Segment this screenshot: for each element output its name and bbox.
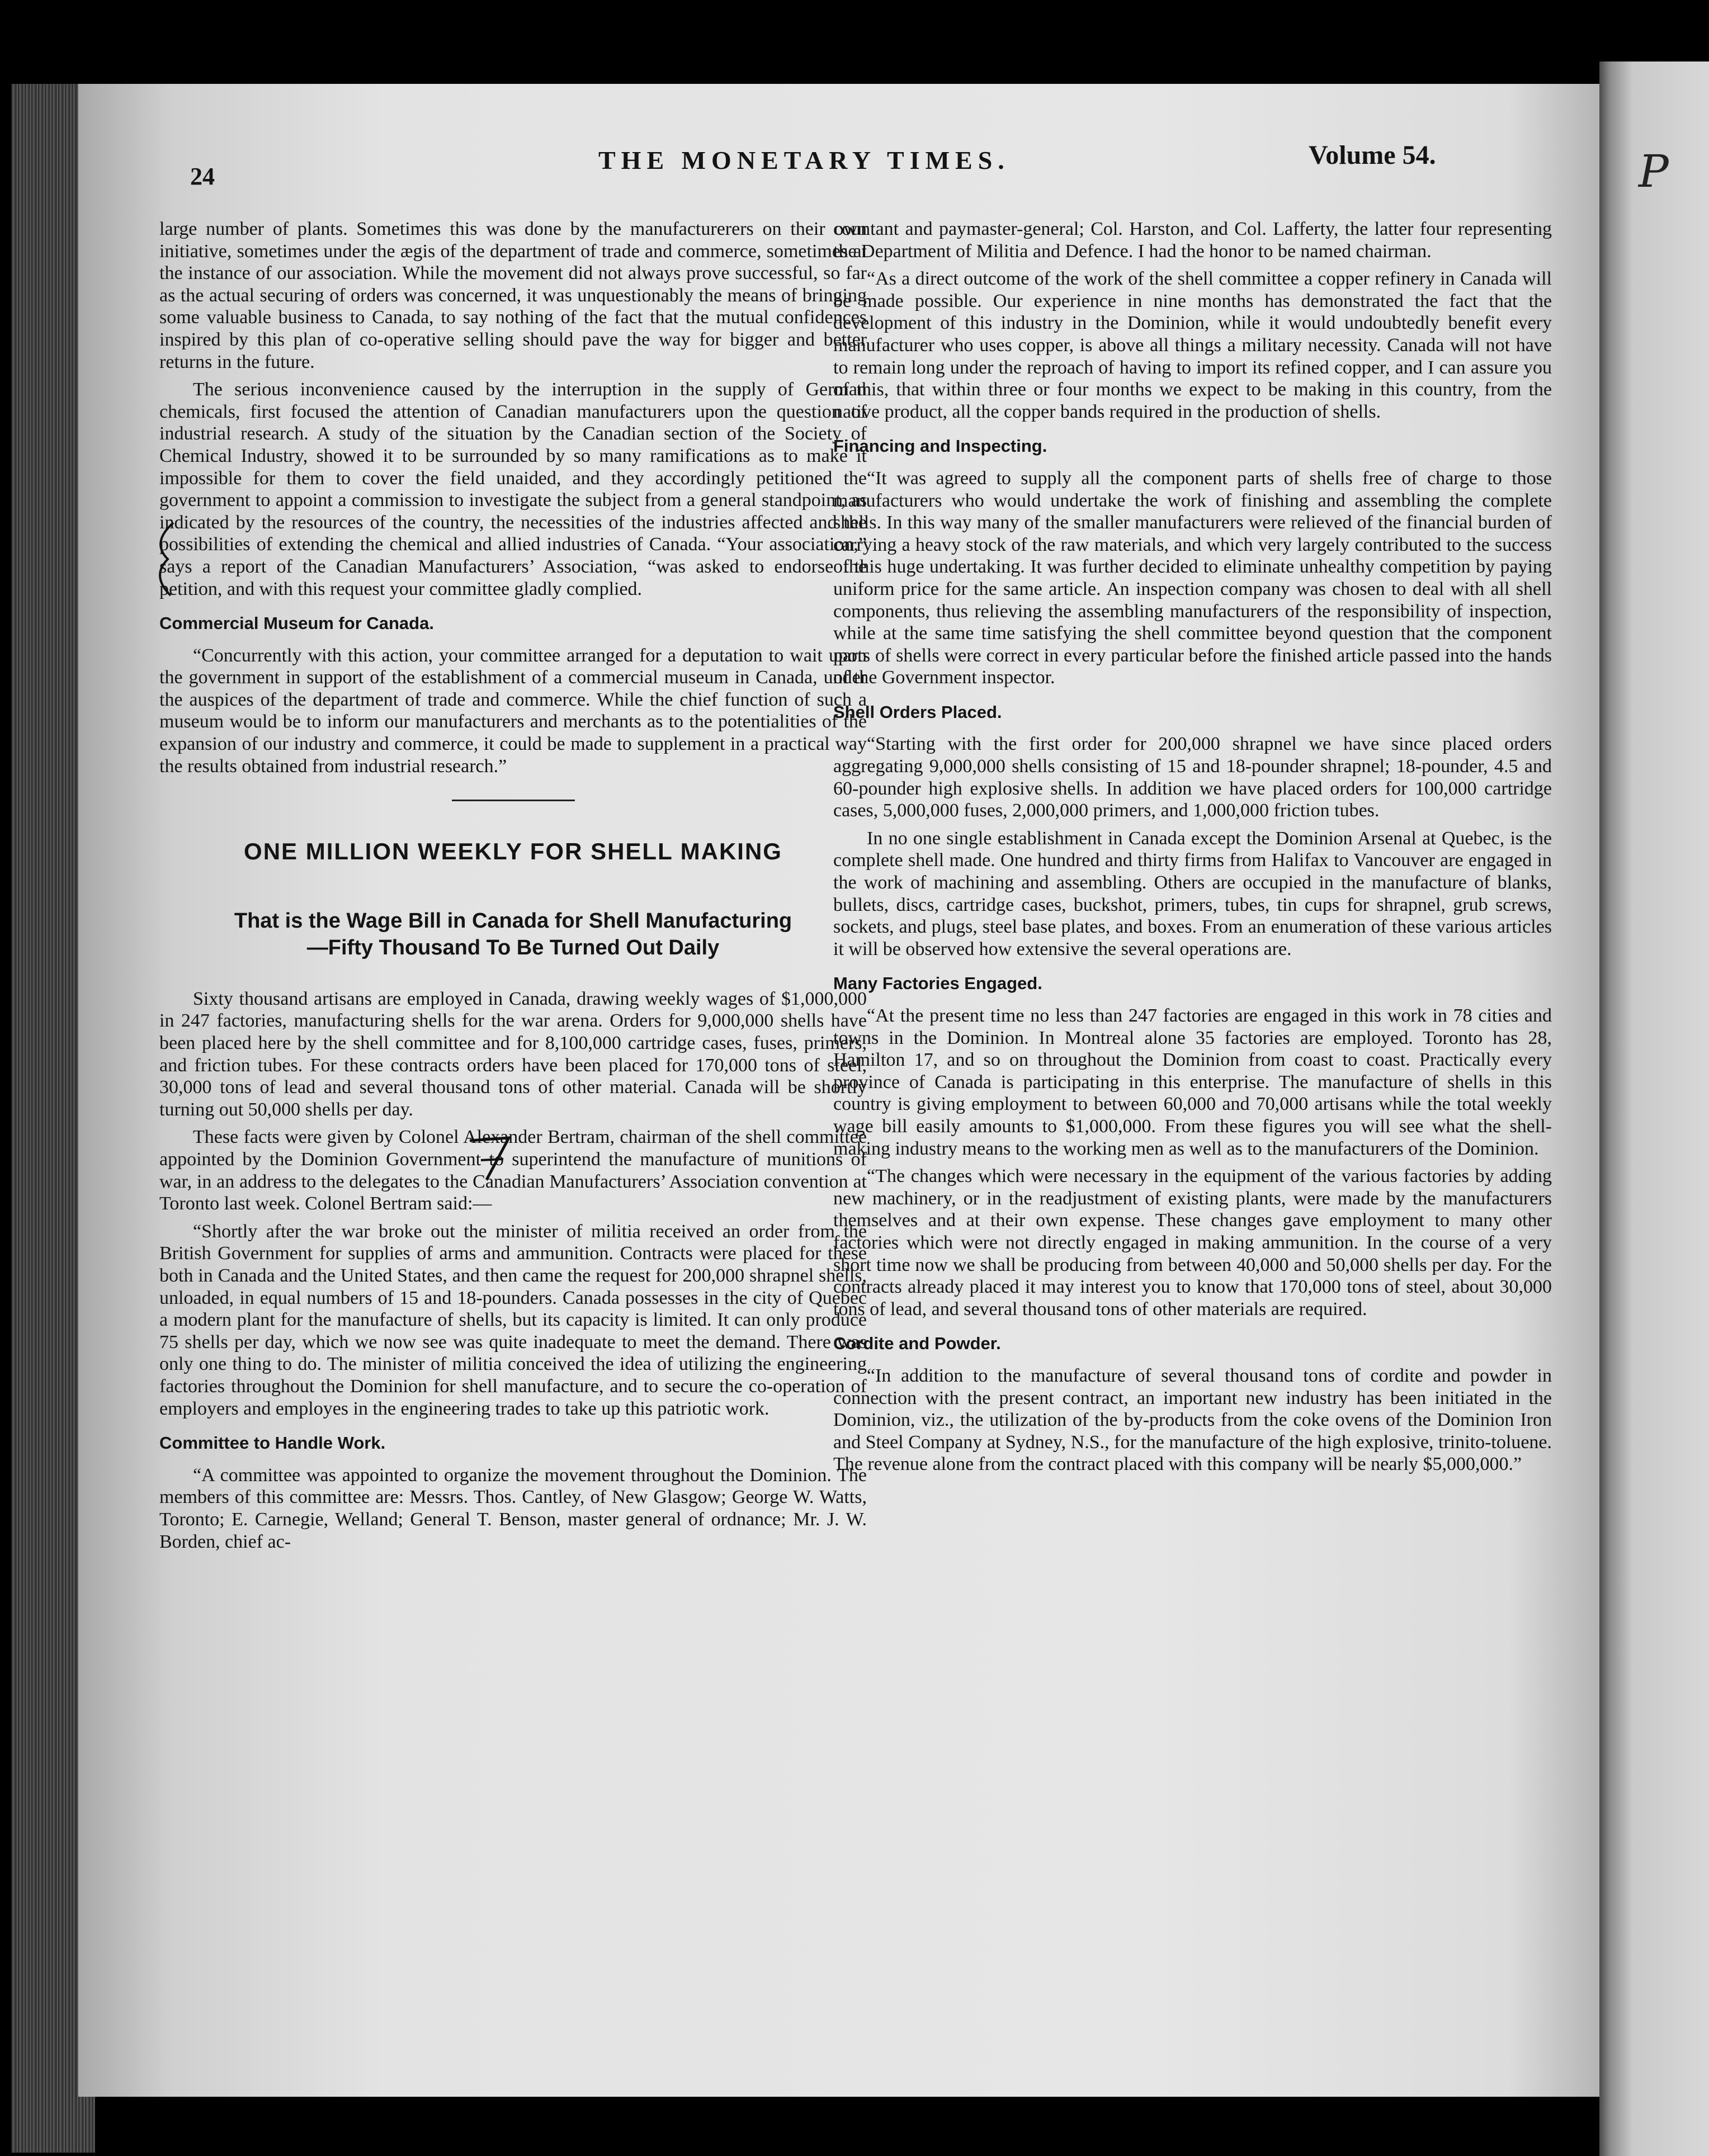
paragraph: “The changes which were necessary in the equipment of the various factories by adding new machinery, or in the readjustment of existing plants, were made by the manufacturers themselves and at their own expense. These changes gave employment to many other factories which were not directly engaged in making ammunition. In the course of a very short time now we shall be producing from between 40,000 and 50,000 shells per day. For the contracts already placed it may interest you to know that 170,000 tons of steel, about 30,000 tons of lead, and several thousand tons of other materials are required. [833,1166,1552,1320]
section-heading: Financing and Inspecting. [833,436,1047,456]
section-heading: Shell Orders Placed. [833,702,1002,722]
volume-label: Volume 54. [1309,140,1436,170]
right-column [833,218,1552,1481]
newspaper-page [78,84,1599,2097]
section-heading: Commercial Museum for Canada. [159,613,434,633]
section-heading: Many Factories Engaged. [833,973,1042,994]
paragraph: “In addition to the manufacture of several thousand tons of cordite and powder in connection with the present contract, an important new industry has been initiated in the Dominion, viz., the utilization of the by-products from the coke ovens of the Dominion Iron and Steel Company at Sydney, N.S., for the manufacture of the high explosive, trinito-toluene. The revenue alone from the contract placed with this company will be nearly $5,000,000.” [833,1365,1552,1475]
paragraph: “Starting with the first order for 200,000 shrapnel we have since placed orders aggregating 9,000,000 shells consisting of 15 and 18-pounder shrapnel; 18-pounder, 4.5 and 60-pounder high explosive shells. In addition we have placed orders for 100,000 cartridge cases, 5,000,000 fuses, 2,000,000 primers, and 1,000,000 friction tubes. [833,734,1552,821]
section-divider [452,800,575,801]
handwritten-bracket-mark [145,520,179,598]
subtitle-line-1: That is the Wage Bill in Canada for Shell Manufacturing [234,909,792,933]
margin-pen-mark: P [1639,145,1669,197]
paragraph: “At the present time no less than 247 factories are engaged in this work in 78 cities and towns in the Dominion. In Montreal alone 35 factories are employed. Toronto has 28, Hamilton 17, and so on throughout the Dominion from coast to coast. Practically every province of Canada is participating in this enterprise. The manufacture of shells in this country is giving employment to between 60,000 and 70,000 artisans while the total weekly wage bill easily amounts to $1,000,000. From these figures you will see what the shell-making industry means to the working men as well as to the manufacturers of the Dominion. [833,1005,1552,1159]
page-number: 24 [190,163,215,190]
paragraph: In no one single establishment in Canada except the Dominion Arsenal at Quebec, is the complete shell made. One hundred and thirty firms from Halifax to Vancouver are engaged in the work of machining and assembling. Others are occupied in the manufacture of blanks, bullets, discs, cartridge cases, buckshot, primers, tubes, tin cups for shrapnel, grub screws, sockets, and plugs, steel base plates, and boxes. From an enumeration of these various articles it will be observed how extensive the several operations are. [833,828,1552,959]
subtitle-line-2: —Fifty Thousand To Be Turned Out Daily [306,935,720,959]
left-column [159,218,867,1558]
paragraph: “It was agreed to supply all the component parts of shells free of charge to those manufacturers who would undertake the work of finishing and assembling the complete shells. In this way many of the smaller manufacturers were relieved of the financial burden of carrying a heavy stock of the raw materials, and which very largely contributed to the success of this huge undertaking. It was further decided to eliminate unhealthy competition by paying uniform price for the same article. An inspection company was chosen to deal with all shell components, thus relieving the assembling manufacturers of the responsibility of inspection, while at the same time satisfying the shell committee beyond question that the component parts of shells were correct in every particular before the finished article passed into the hands of the Government inspector. [833,467,1552,688]
article-subtitle [159,907,867,961]
paragraph: Sixty thousand artisans are employed in Canada, drawing weekly wages of $1,000,000 in 247 factories, manufacturing shells for the war arena. Orders for 9,000,000 shells have been placed here by the shell committee and for 8,100,000 cartridge cases, fuses, primers, and friction tubes. For these contracts orders have been placed for 170,000 tons of steel, 30,000 tons of lead and several thousand tons of other material. Canada will be shortly turning out 50,000 shells per day. [159,988,867,1120]
paragraph: large number of plants. Sometimes this was done by the manufacturerers on their own initiative, sometimes under the ægis of the department of trade and commerce, sometimes at the instance of our association. While the movement did not always prove successful, so far as the actual securing of orders was concerned, it was unquestionably the means of bringing some valuable business to Canada, to say nothing of the fact that the mutual confidences inspired by this plan of co-operative selling should pave the way for bigger and better returns in the future. [159,219,867,372]
paragraph: These facts were given by Colonel Alexander Bertram, chairman of the shell committee appointed by the Dominion Government to superintend the manufacture of munitions of war, in an address to the delegates to the Canadian Manufacturers’ Association convention at Toronto last week. Colonel Bertram said:— [159,1127,867,1214]
running-head: THE MONETARY TIMES. [598,146,1010,174]
article-title: ONE MILLION WEEKLY FOR SHELL MAKING [244,838,782,865]
paragraph: “Concurrently with this action, your committee arranged for a deputation to wait upon the government in support of the establishment of a commercial museum in Canada, under the auspices of the department of trade and commerce. While the chief function of such a museum would be to inform our manufacturers and merchants as to the potentialities of the expansion of our industry and commerce, it could be made to supplement in a practical way the results obtained from industrial research.” [159,645,867,777]
section-heading: Cordite and Powder. [833,1334,1001,1354]
paragraph: countant and paymaster-general; Col. Harston, and Col. Lafferty, the latter four representing the Department of Militia and Defence. I had the honor to be named chairman. [833,219,1552,262]
handwritten-seven-mark [464,1132,514,1183]
adjacent-page-edge [1599,62,1709,2156]
paragraph: “A committee was appointed to organize the movement throughout the Dominion. The members of this committee are: Messrs. Thos. Cantley, of New Glasgow; George W. Watts, Toronto; E. Carnegie, Welland; General T. Benson, master general of ordnance; Mr. J. W. Borden, chief ac- [159,1464,867,1552]
paragraph: “Shortly after the war broke out the minister of militia received an order from the British Government for supplies of arms and ammunition. Contracts were placed for these both in Canada and the United States, and then came the request for 200,000 shrapnel shells, unloaded, in equal numbers of 15 and 18-pounders. Canada possesses in the city of Quebec a modern plant for the manufacture of shells, but its capacity is limited. It can only produce 75 shells per day, which we now see was quite inadequate to meet the demand. There was only one thing to do. The minister of militia conceived the idea of utilizing the engineering factories throughout the Dominion for shell manufacture, and to secure the co-operation of employers and employes in the engineering trades to take up this patriotic work. [159,1221,867,1419]
paragraph: The serious inconvenience caused by the interruption in the supply of German chemicals, first focused the attention of Canadian manufacturers upon the question of industrial research. A study of the situation by the Canadian section of the Society of Chemical Industry, showed it to be surrounded by so many ramifications as to make it impossible for them to cover the field unaided, and they accordingly petitioned the government to appoint a commission to investigate the subject from a general standpoint, as indicated by the resources of the country, the necessities of the industries affected and the possibilities of extending the chemical and allied industries of Canada. “Your association,” says a report of the Canadian Manufacturers’ Association, “was asked to endorse the petition, and with this request your committee gladly complied. [159,379,867,599]
paragraph: “As a direct outcome of the work of the shell committee a copper refinery in Canada will be made possible. Our experience in nine months has demonstrated the fact that the development of this industry in the Dominion, while it would undoubtedly benefit every manufacturer who uses copper, is above all things a military necessity. Canada will not have to remain long under the reproach of having to import its refined copper, and I can assure you of this, that within three or four months we expect to be making in this country, from the native product, all the copper bands required in the production of shells. [833,268,1552,422]
section-heading: Committee to Handle Work. [159,1433,386,1453]
